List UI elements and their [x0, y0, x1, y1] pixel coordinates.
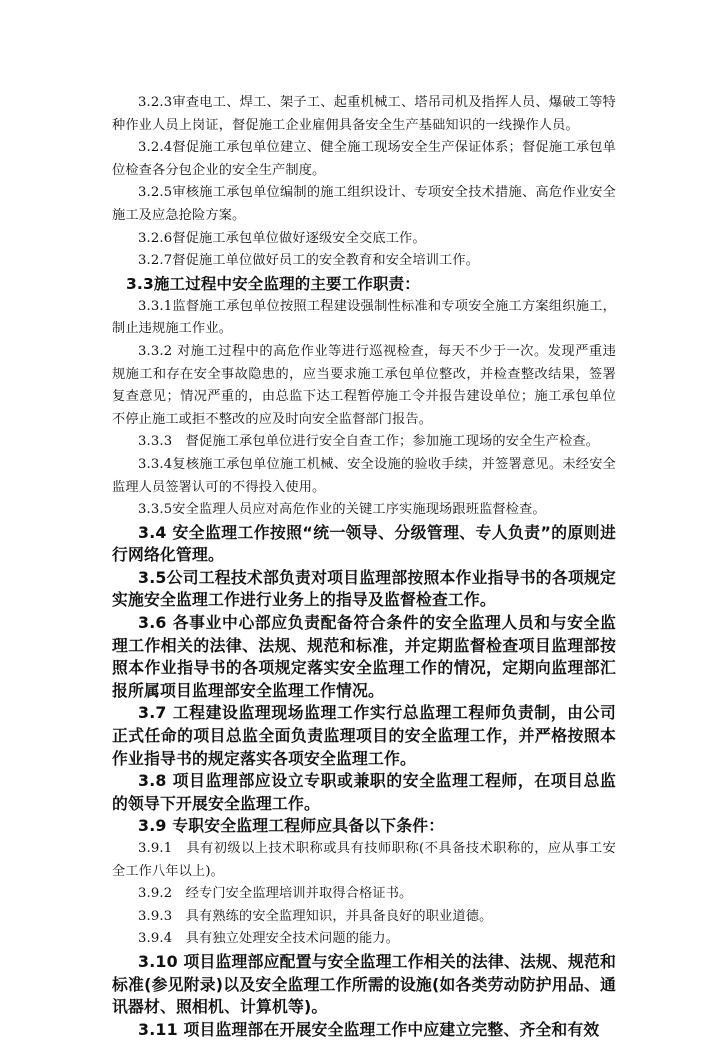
bold-paragraph-3-7: 3.7 工程建设监理现场监理工作实行总监理工程师负责制，由公司正式任命的项目总监全面负责监理项目的安全监理工作，并严格按照本作业指导书的规定落实各项安全监理工作。 [112, 703, 616, 768]
heading-3-3: 3.3施工过程中安全监理的主要工作职责： [126, 274, 420, 293]
bold-paragraph-3-11: 3.11 项目监理部在开展安全监理工作中应建立完整、齐全和有效 [138, 1019, 600, 1039]
bold-paragraph-3-6: 3.6 各事业中心部应负责配备符合条件的安全监理人员和与安全监理工作相关的法律、法规、规范和标准，并定期监督检查项目监理部按照本作业指导书的各项规定落实安全监理工作的情况，定期向监理部汇报所属项目监理部安全监理工作情况。 [112, 613, 616, 700]
paragraph-3-3-3: 3.3.3 督促施工承包单位进行安全自查工作；参加施工现场的安全生产检查。 [138, 434, 600, 450]
paragraph-3-3-2: 3.3.2 对施工过程中的高危作业等进行巡视检查，每天不少于一次。发现严重违规施工和存在安全事故隐患的，应当要求施工承包单位整改，并检查整改结果，签署复查意见；情况严重的，由总监下达工程暂停施工令并报告建设单位；施工承包单位不停止施工或拒不整改的应及时向安全监督部门报告。 [112, 343, 616, 427]
paragraph-3-3-5: 3.3.5安全监理人员应对高危作业的关键工序实施现场跟班监督检查。 [138, 502, 546, 518]
bold-paragraph-3-10: 3.10 项目监理部应配置与安全监理工作相关的法律、法规、规范和标准(参见附录)以及安全监理工作所需的设施(如各类劳动防护用品、通讯器材、照相机、计算机等)。 [112, 951, 616, 1017]
paragraph-3-3-1: 3.3.1监督施工承包单位按照工程建设强制性标准和专项安全施工方案组织施工，制止违规施工作业。 [112, 298, 616, 337]
paragraph-3-9-2: 3.9.2 经专门安全监理培训并取得合格证书。 [138, 886, 413, 902]
bold-paragraph-3-9: 3.9 专职安全监理工程师应具备以下条件： [138, 816, 445, 836]
paragraph-3-2-7: 3.2.7督促施工单位做好员工的安全教育和安全培训工作。 [138, 253, 480, 269]
paragraph-3-9-4: 3.9.4 具有独立处理安全技术问题的能力。 [138, 931, 400, 947]
paragraph-3-3-4: 3.3.4复核施工承包单位施工机械、安全设施的验收手续，并签署意见。未经安全监理人员签署认可的不得投入使用。 [112, 456, 616, 495]
paragraph-3-9-1: 3.9.1 具有初级以上技术职称或具有技师职称(不具备技术职称的，应从事工安全工作八年以上)。 [112, 841, 616, 879]
bold-paragraph-3-5: 3.5公司工程技术部负责对项目监理部按照本作业指导书的各项规定实施安全监理工作进行业务上的指导及监督检查工作。 [112, 567, 616, 610]
paragraph-3-2-6: 3.2.6督促施工承包单位做好逐级安全交底工作。 [138, 230, 426, 246]
paragraph-3-2-5: 3.2.5审核施工承包单位编制的施工组织设计、专项安全技术措施、高危作业安全施工及应急抢险方案。 [112, 185, 616, 223]
bold-paragraph-3-4: 3.4 安全监理工作按照“统一领导、分级管理、专人负责”的原则进行网络化管理。 [112, 522, 616, 565]
bold-paragraph-3-8: 3.8 项目监理部应设立专职或兼职的安全监理工程师，在项目总监的领导下开展安全监理工作。 [112, 771, 616, 813]
paragraph-3-2-3: 3.2.3审查电工、焊工、架子工、起重机械工、塔吊司机及指挥人员、爆破工等特种作业人员上岗证，督促施工企业雇佣具备安全生产基础知识的一线操作人员。 [112, 95, 616, 133]
paragraph-3-9-3: 3.9.3 具有熟练的安全监理知识，并具备良好的职业道德。 [138, 908, 493, 924]
paragraph-3-2-4: 3.2.4督促施工承包单位建立、健全施工现场安全生产保证体系；督促施工承包单位检查各分包企业的安全生产制度。 [112, 140, 616, 178]
